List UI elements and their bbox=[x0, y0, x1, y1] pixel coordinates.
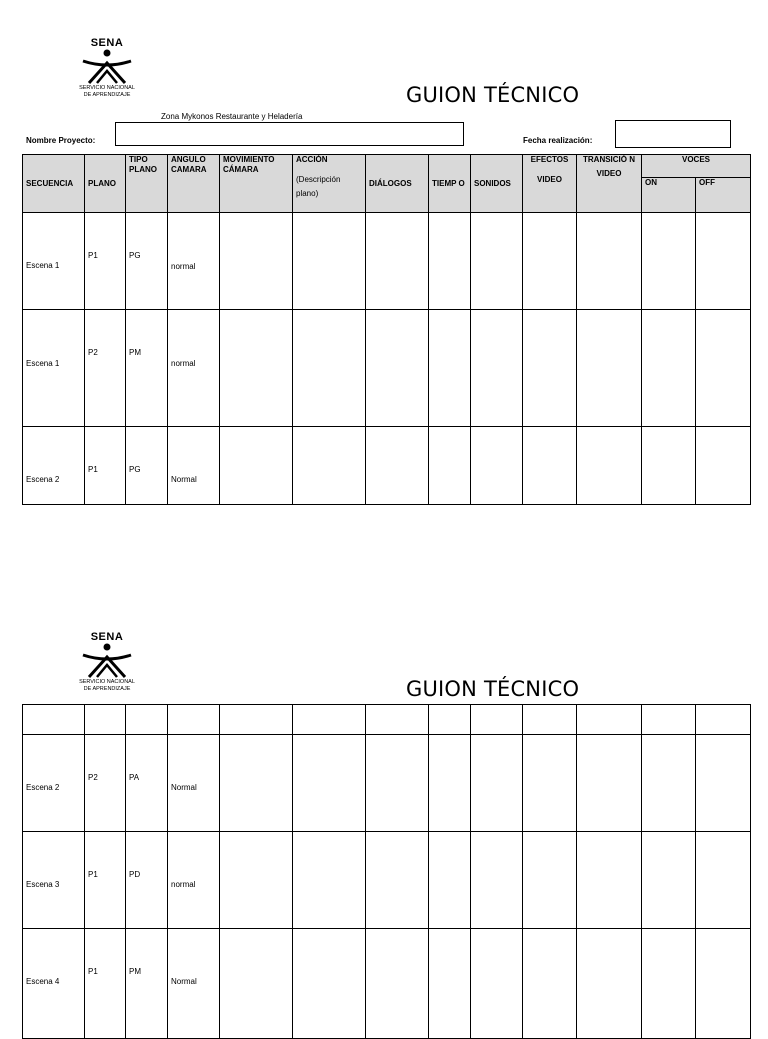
cell-empty[interactable] bbox=[220, 705, 293, 735]
cell-empty[interactable] bbox=[577, 310, 642, 427]
cell-empty[interactable] bbox=[168, 705, 220, 735]
cell-tipo: PM bbox=[129, 967, 141, 976]
date-label: Fecha realización: bbox=[523, 136, 593, 145]
cell-empty[interactable] bbox=[696, 929, 751, 1039]
cell-empty[interactable] bbox=[577, 427, 642, 505]
cell-empty[interactable] bbox=[642, 735, 696, 832]
project-name-field[interactable] bbox=[115, 122, 464, 146]
header-accion bbox=[293, 155, 366, 213]
sena-logo-icon bbox=[79, 643, 135, 679]
header-efectos bbox=[523, 155, 577, 213]
cell-empty[interactable] bbox=[577, 213, 642, 310]
sena-logo-icon bbox=[79, 49, 135, 85]
cell-tipo: PG bbox=[129, 251, 141, 260]
cell-angulo: Normal bbox=[171, 783, 197, 792]
cell-angulo: normal bbox=[171, 359, 196, 368]
cell-empty[interactable] bbox=[471, 213, 523, 310]
cell-plano: P1 bbox=[88, 967, 98, 976]
date-field[interactable] bbox=[615, 120, 731, 148]
cell-secuencia: Escena 2 bbox=[26, 475, 60, 484]
cell-empty[interactable] bbox=[220, 929, 293, 1039]
cell-angulo: Normal bbox=[171, 475, 197, 484]
header-transicion bbox=[577, 155, 642, 213]
cell-empty[interactable] bbox=[126, 705, 168, 735]
cell-empty[interactable] bbox=[220, 310, 293, 427]
cell-secuencia: Escena 3 bbox=[26, 880, 60, 889]
cell-empty[interactable] bbox=[577, 705, 642, 735]
table-row bbox=[23, 310, 751, 427]
cell-empty[interactable] bbox=[220, 427, 293, 505]
cell-angulo: normal bbox=[171, 262, 196, 271]
header-on: ON bbox=[642, 178, 696, 213]
cell-empty[interactable] bbox=[523, 213, 577, 310]
cell-empty[interactable] bbox=[642, 705, 696, 735]
cell-angulo: Normal bbox=[171, 977, 197, 986]
cell-secuencia: Escena 4 bbox=[26, 977, 60, 986]
cell-empty[interactable] bbox=[293, 735, 366, 832]
cell-secuencia: Escena 1 bbox=[26, 261, 60, 270]
cell-empty[interactable] bbox=[471, 929, 523, 1039]
header-movimiento: MOVIMIENTO CÁMARA bbox=[220, 155, 293, 213]
logo-brand: SENA bbox=[90, 37, 124, 49]
cell-angulo: normal bbox=[171, 880, 196, 889]
header-transicion-sub: VIDEO bbox=[596, 169, 622, 178]
cell-empty[interactable] bbox=[523, 929, 577, 1039]
table-row bbox=[23, 929, 751, 1039]
cell-empty[interactable] bbox=[696, 427, 751, 505]
cell-tipo: PD bbox=[129, 870, 141, 879]
cell-empty[interactable] bbox=[696, 213, 751, 310]
cell-empty[interactable] bbox=[429, 929, 471, 1039]
cell-empty[interactable] bbox=[85, 705, 126, 735]
logo-line-1: SERVICIO NACIONAL bbox=[79, 679, 135, 685]
header-row-top bbox=[23, 155, 751, 178]
cell-empty[interactable] bbox=[429, 705, 471, 735]
cell-plano: P1 bbox=[88, 870, 98, 879]
cell-empty[interactable] bbox=[577, 929, 642, 1039]
cell-empty[interactable] bbox=[429, 213, 471, 310]
header-secuencia: SECUENCIA bbox=[23, 155, 85, 213]
cell-plano: P1 bbox=[88, 251, 98, 260]
header-angulo: ANGULO CAMARA bbox=[168, 155, 220, 213]
header-dialogos: DIÁLOGOS bbox=[366, 155, 429, 213]
logo-line-2: DE APRENDIZAJE bbox=[83, 91, 131, 98]
cell-empty[interactable] bbox=[220, 832, 293, 929]
cell-empty[interactable] bbox=[429, 310, 471, 427]
logo-line-1: SERVICIO NACIONAL bbox=[79, 85, 135, 91]
cell-empty[interactable] bbox=[293, 310, 366, 427]
table-row bbox=[23, 735, 751, 832]
cell-empty[interactable] bbox=[366, 213, 429, 310]
page-title: GUION TÉCNICO bbox=[406, 83, 580, 107]
header-tipo-plano: TIPO PLANO bbox=[126, 155, 168, 213]
cell-empty[interactable] bbox=[696, 735, 751, 832]
cell-empty[interactable] bbox=[220, 735, 293, 832]
table-row bbox=[23, 213, 751, 310]
cell-secuencia: Escena 2 bbox=[26, 783, 60, 792]
header-transicion-label: TRANSICIÓ N bbox=[583, 155, 635, 164]
cell-empty[interactable] bbox=[293, 427, 366, 505]
cell-empty[interactable] bbox=[471, 427, 523, 505]
cell-empty[interactable] bbox=[293, 213, 366, 310]
header-plano: PLANO bbox=[85, 155, 126, 213]
table-row bbox=[23, 427, 751, 505]
cell-empty[interactable] bbox=[366, 929, 429, 1039]
logo-brand: SENA bbox=[90, 631, 124, 643]
project-label: Nombre Proyecto: bbox=[26, 136, 96, 145]
cell-empty[interactable] bbox=[220, 213, 293, 310]
header-efectos-label: EFECTOS bbox=[530, 155, 569, 164]
cell-empty[interactable] bbox=[523, 832, 577, 929]
cell-empty[interactable] bbox=[523, 427, 577, 505]
cell-empty[interactable] bbox=[577, 735, 642, 832]
cell-empty[interactable] bbox=[293, 832, 366, 929]
cell-empty[interactable] bbox=[366, 427, 429, 505]
cell-empty[interactable] bbox=[366, 735, 429, 832]
cell-tipo: PG bbox=[129, 465, 141, 474]
script-table-page-1 bbox=[22, 154, 751, 505]
cell-secuencia: Escena 1 bbox=[26, 359, 60, 368]
cell-empty[interactable] bbox=[523, 310, 577, 427]
cell-empty[interactable] bbox=[429, 832, 471, 929]
script-table-page-2 bbox=[22, 704, 751, 1039]
cell-empty[interactable] bbox=[642, 427, 696, 505]
cell-empty[interactable] bbox=[293, 705, 366, 735]
cell-empty[interactable] bbox=[366, 705, 429, 735]
header-sonidos: SONIDOS bbox=[471, 155, 523, 213]
cell-empty[interactable] bbox=[696, 832, 751, 929]
cell-empty[interactable] bbox=[523, 735, 577, 832]
sena-logo bbox=[62, 38, 152, 98]
cell-tipo: PM bbox=[129, 348, 141, 357]
header-accion-label: ACCIÓN bbox=[296, 155, 328, 164]
cell-empty[interactable] bbox=[696, 310, 751, 427]
cell-empty[interactable] bbox=[642, 213, 696, 310]
logo-line-2: DE APRENDIZAJE bbox=[83, 685, 131, 692]
header-tiempo: TIEMP O bbox=[429, 155, 471, 213]
cell-plano: P2 bbox=[88, 348, 98, 357]
blank-header-row bbox=[23, 705, 751, 735]
cell-empty[interactable] bbox=[429, 427, 471, 505]
header-voces: VOCES bbox=[642, 155, 751, 178]
cell-plano: P1 bbox=[88, 465, 98, 474]
table-row bbox=[23, 832, 751, 929]
cell-empty[interactable] bbox=[429, 735, 471, 832]
cell-empty[interactable] bbox=[523, 705, 577, 735]
cell-empty[interactable] bbox=[642, 929, 696, 1039]
cell-plano: P2 bbox=[88, 773, 98, 782]
cell-empty[interactable] bbox=[471, 832, 523, 929]
cell-empty[interactable] bbox=[471, 735, 523, 832]
cell-empty[interactable] bbox=[366, 832, 429, 929]
header-efectos-sub: VIDEO bbox=[537, 175, 562, 184]
header-off: OFF bbox=[696, 178, 751, 213]
sena-logo-page-2 bbox=[62, 632, 152, 692]
cell-tipo: PA bbox=[129, 773, 140, 782]
cell-empty[interactable] bbox=[471, 705, 523, 735]
page-title-2: GUION TÉCNICO bbox=[406, 677, 580, 701]
cell-empty[interactable] bbox=[293, 929, 366, 1039]
cell-empty[interactable] bbox=[696, 705, 751, 735]
cell-empty[interactable] bbox=[577, 832, 642, 929]
cell-empty[interactable] bbox=[23, 705, 85, 735]
cell-empty[interactable] bbox=[642, 310, 696, 427]
header-accion-sub: (Descripción plano) bbox=[296, 175, 341, 198]
cell-empty[interactable] bbox=[471, 310, 523, 427]
project-name: Zona Mykonos Restaurante y Heladería bbox=[161, 112, 303, 121]
cell-empty[interactable] bbox=[366, 310, 429, 427]
cell-empty[interactable] bbox=[642, 832, 696, 929]
